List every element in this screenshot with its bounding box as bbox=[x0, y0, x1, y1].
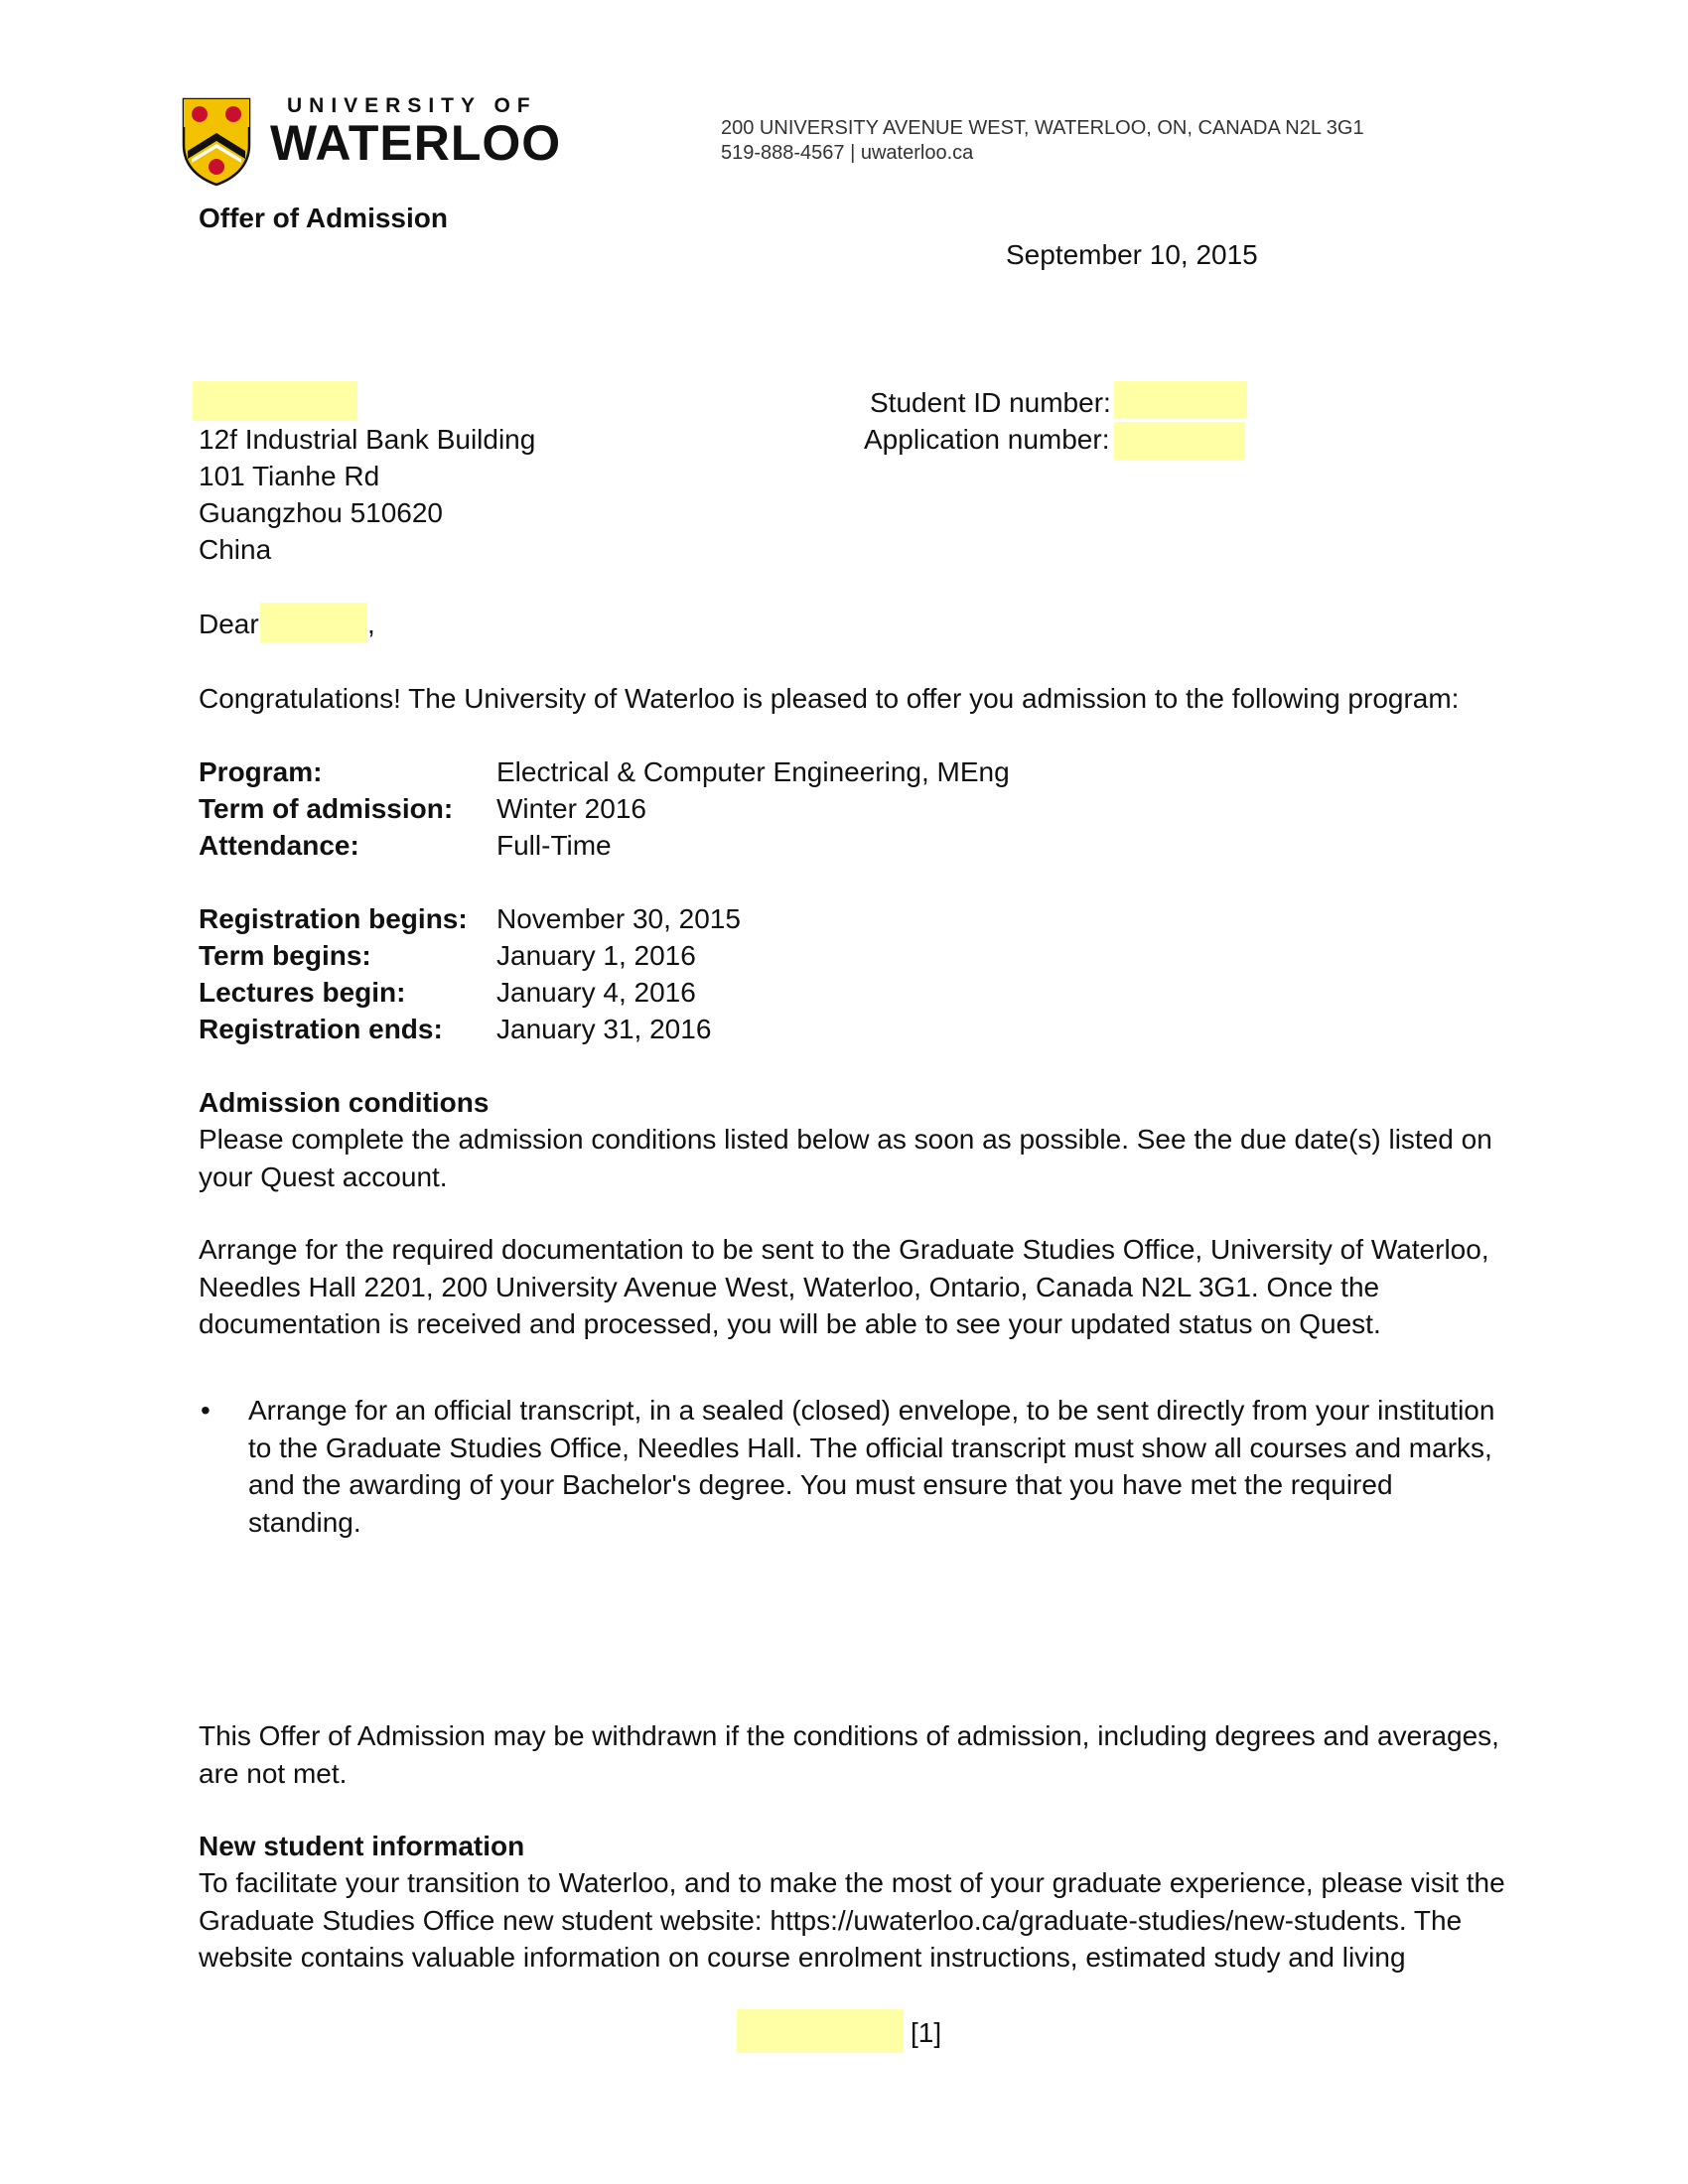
redacted-footer-name bbox=[737, 2009, 904, 2053]
university-crest-icon bbox=[182, 97, 251, 187]
date-value: January 31, 2016 bbox=[496, 1014, 712, 1044]
bullet-icon: • bbox=[201, 1395, 211, 1426]
intro-text: Congratulations! The University of Waterloo is pleased to offer you admission to the following program: bbox=[199, 683, 1460, 714]
transcript-bullet: Arrange for an official transcript, in a sealed (closed) envelope, to be sent directly from your institution to the Graduate Studies Office, Needles Hall. The official transcript must show all courses and marks, and the awarding of your Bachelor's degree. You must ensure that you have met the required standing. bbox=[248, 1395, 1495, 1538]
address-line: 101 Tianhe Rd bbox=[199, 461, 380, 491]
application-number-label: Application number: bbox=[864, 424, 1110, 455]
letter-date: September 10, 2015 bbox=[1006, 239, 1258, 270]
redacted-application-number bbox=[1114, 422, 1245, 460]
date-label: Registration begins: bbox=[199, 903, 468, 934]
redacted-salutation-name bbox=[260, 603, 367, 642]
salutation-comma: , bbox=[367, 609, 375, 639]
address-line: China bbox=[199, 534, 272, 565]
letter-heading: Offer of Admission bbox=[199, 203, 448, 233]
date-value: November 30, 2015 bbox=[496, 903, 741, 934]
detail-label: Term of admission: bbox=[199, 793, 454, 824]
detail-label: Attendance: bbox=[199, 830, 359, 861]
logo-university-of: UNIVERSITY OF bbox=[287, 94, 537, 117]
detail-value: Winter 2016 bbox=[496, 793, 646, 824]
new-student-text: To facilitate your transition to Waterloo, and to make the most of your graduate experience, please visit the Graduate Studies Office new student website: https://uwaterloo.ca/graduate-studies/new-students. The website contains valuable information on course enrolment instructions, estimated study and living bbox=[199, 1867, 1505, 1973]
redacted-recipient-name bbox=[193, 381, 357, 421]
address-line: Guangzhou 510620 bbox=[199, 497, 443, 528]
date-value: January 1, 2016 bbox=[496, 940, 696, 971]
withdrawal-text: This Offer of Admission may be withdrawn if the conditions of admission, including degrees and averages, are not met. bbox=[199, 1720, 1499, 1789]
new-student-heading: New student information bbox=[199, 1831, 525, 1861]
student-id-label: Student ID number: bbox=[870, 387, 1111, 418]
detail-value: Full-Time bbox=[496, 830, 612, 861]
detail-label: Program: bbox=[199, 756, 323, 787]
documentation-text: Arrange for the required documentation to be sent to the Graduate Studies Office, University of Waterloo, Needles Hall 2201, 200 University Avenue West, Waterloo, Ontario, Canada N2L 3G1. Once the documentation is received and processed, you will be able to see your updated status on Quest. bbox=[199, 1234, 1489, 1339]
date-value: January 4, 2016 bbox=[496, 977, 696, 1008]
logo-waterloo: WATERLOO bbox=[270, 115, 562, 171]
detail-value: Electrical & Computer Engineering, MEng bbox=[496, 756, 1010, 787]
page-number: [1] bbox=[911, 2017, 942, 2048]
date-label: Registration ends: bbox=[199, 1014, 443, 1044]
conditions-heading: Admission conditions bbox=[199, 1087, 490, 1118]
date-label: Term begins: bbox=[199, 940, 371, 971]
header-address: 200 UNIVERSITY AVENUE WEST, WATERLOO, ON, CANADA N2L 3G1 bbox=[721, 117, 1364, 139]
header-contact: 519-888-4567 | uwaterloo.ca bbox=[721, 142, 974, 164]
address-line: 12f Industrial Bank Building bbox=[199, 424, 536, 455]
conditions-text: Please complete the admission conditions listed below as soon as possible. See the due date(s) listed on your Quest account. bbox=[199, 1124, 1492, 1192]
date-label: Lectures begin: bbox=[199, 977, 406, 1008]
salutation: Dear bbox=[199, 609, 259, 639]
redacted-student-id bbox=[1114, 381, 1247, 419]
